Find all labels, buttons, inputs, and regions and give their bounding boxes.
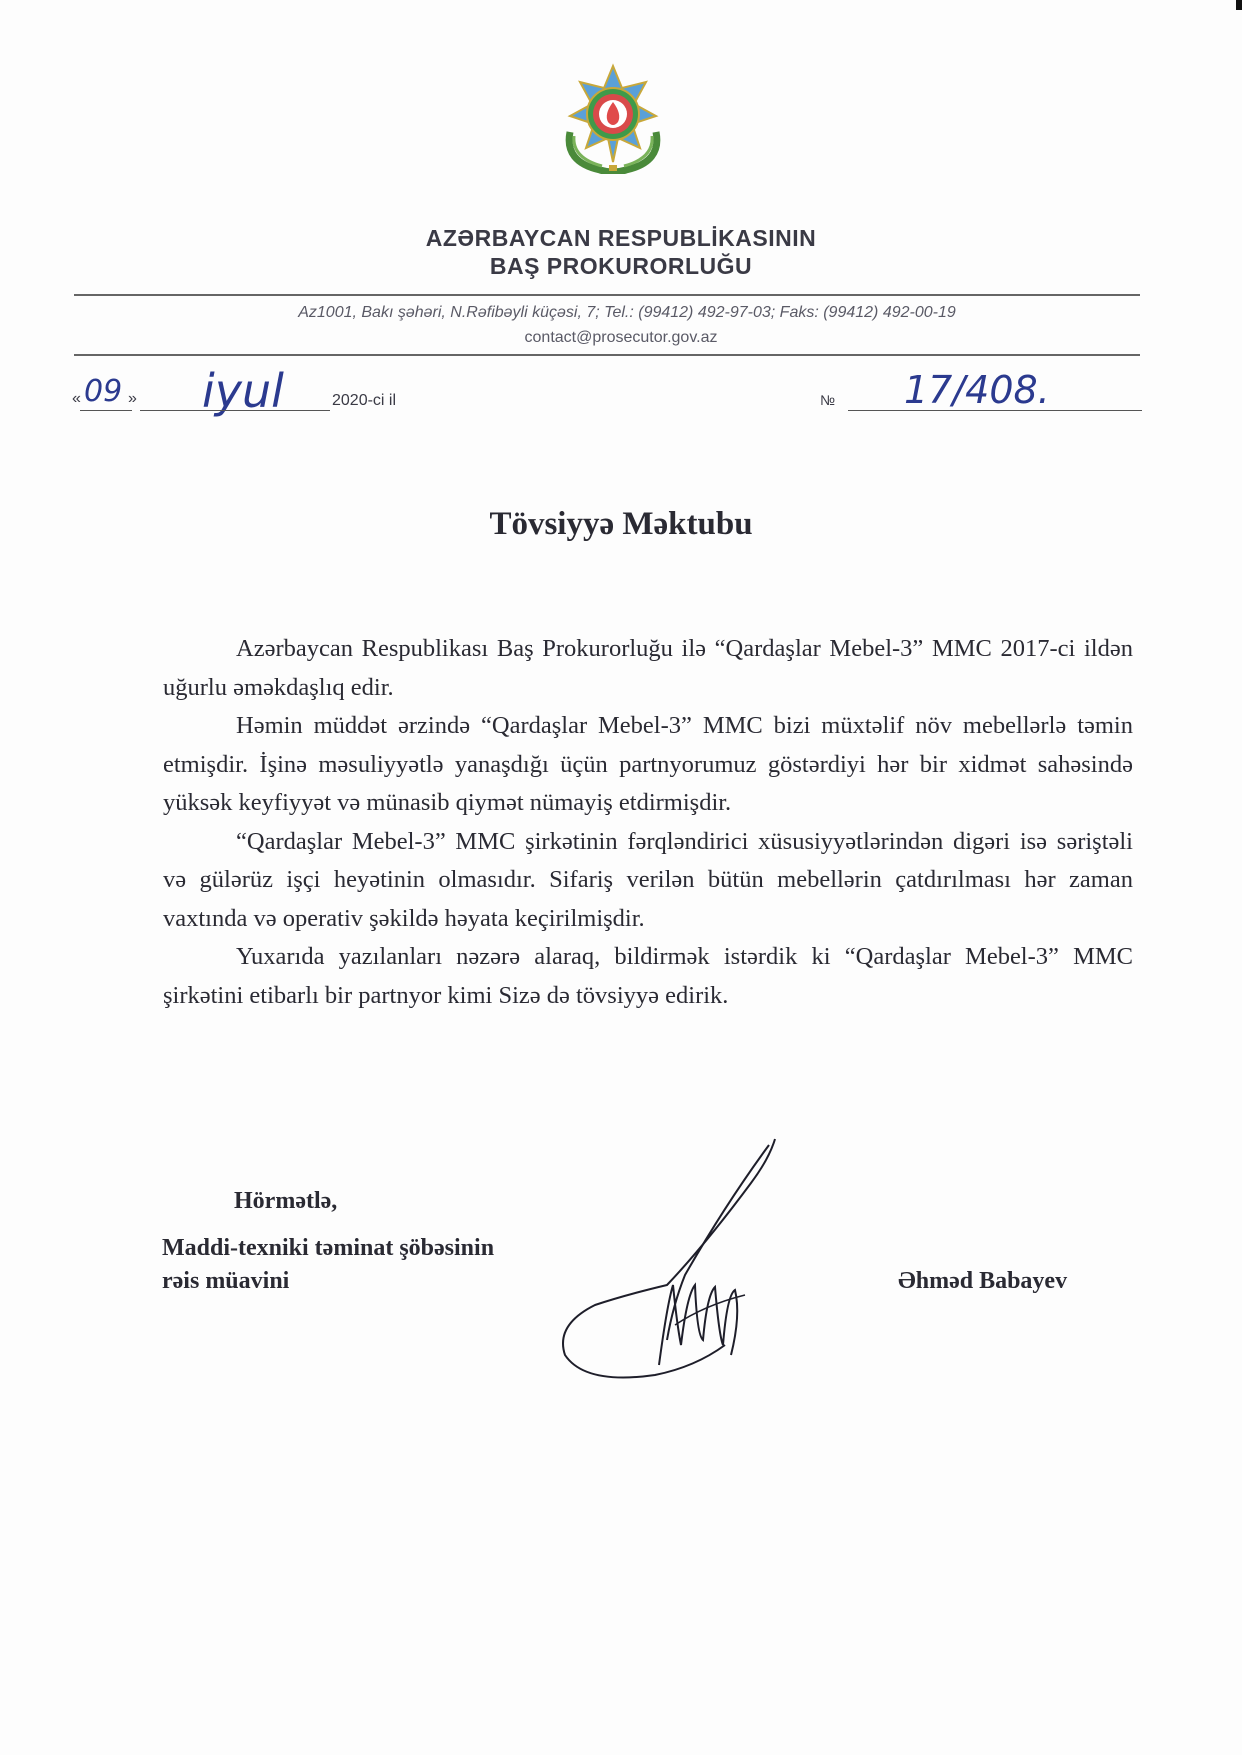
- org-name-line-2: BAŞ PROKURORLUĞU: [489, 253, 753, 279]
- header-divider-top: [74, 294, 1140, 296]
- scan-edge-mark: [1236, 0, 1242, 10]
- date-month: iyul: [202, 364, 284, 418]
- paragraph: “Qardaşlar Mebel-3” MMC şirkətinin fərqləndirici xüsusiyyətlərindən digəri isə səriştəli və gülərüz işçi heyətinin olmasıdır. Sifariş verilən bütün mebellərin çatdırılması hər zaman vaxtında və operativ şəkildə həyata keçirilmişdir.: [163, 827, 1133, 932]
- org-address: Az1001, Bakı şəhəri, N.Rəfibəyli küçəsi, 7; Tel.: (99412) 492-97-03; Faks: (99412) 492-00-19: [298, 304, 956, 321]
- date-open-quote: «: [72, 390, 81, 407]
- number-underline: [848, 410, 1142, 411]
- handwritten-signature: [555, 1135, 795, 1385]
- salutation: Hörmətlə,: [234, 1188, 338, 1214]
- org-name-line-1: AZƏRBAYCAN RESPUBLİKASININ: [425, 225, 817, 251]
- document-number: 17/408.: [904, 368, 1050, 412]
- month-underline: [140, 410, 330, 411]
- header-divider-bottom: [74, 354, 1140, 356]
- signer-position-line-2: rəis müavini: [162, 1268, 290, 1294]
- paragraph: Həmin müddət ərzində “Qardaşlar Mebel-3” MMC bizi müxtəlif növ mebellərlə təmin etmişdir. İşinə məsuliyyətlə yanaşdığı üçün partnyorumuz göstərdiyi hər bir xidmət sahəsində yüksək keyfiyyət və münasib qiymət nümayiş etdirmişdir.: [163, 712, 1133, 816]
- date-day: 09: [84, 374, 123, 409]
- day-underline: [80, 410, 132, 411]
- state-emblem-icon: [560, 62, 666, 174]
- paragraph: Azərbaycan Respublikası Baş Prokurorluğu ilə “Qardaşlar Mebel-3” MMC 2017-ci ildən uğurlu əməkdaşlıq edir.: [163, 635, 1133, 701]
- letter-body: [163, 630, 1133, 1015]
- date-close-quote: »: [128, 390, 137, 407]
- org-email: contact@prosecutor.gov.az: [524, 329, 718, 346]
- letter-title: Tövsiyyə Məktubu: [489, 506, 753, 542]
- date-year: 2020-ci il: [332, 392, 397, 409]
- date-number-line: [72, 364, 1142, 420]
- number-label: №: [820, 392, 836, 408]
- signer-name: Əhməd Babayev: [898, 1268, 1068, 1294]
- paragraph: Yuxarıda yazılanları nəzərə alaraq, bildirmək istərdik ki “Qardaşlar Mebel-3” MMC şirkətini etibarlı bir partnyor kimi Sizə də tövsiyyə edirik.: [163, 943, 1133, 1009]
- signer-position-line-1: Maddi-texniki təminat şöbəsinin: [162, 1235, 495, 1261]
